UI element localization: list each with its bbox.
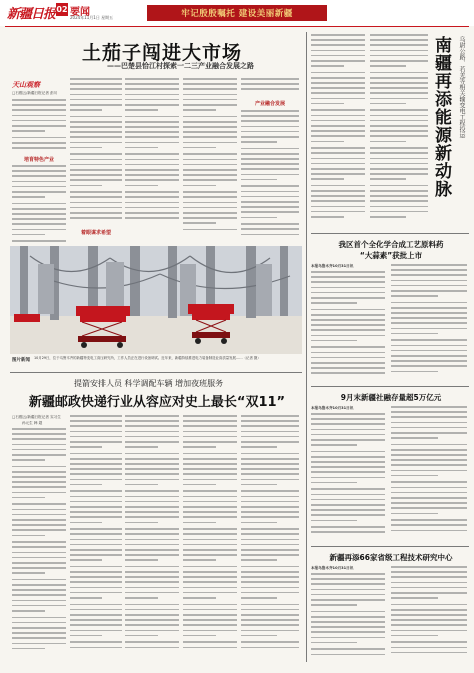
lead-subhead-2: 产业融合发展 (254, 101, 285, 107)
substation-illustration (10, 246, 302, 354)
lead-body-col5b (241, 110, 299, 240)
story2-title-2: “大蒜素”获批上市 (359, 251, 423, 260)
story2-col1 (311, 271, 385, 383)
story2-lead: 本报乌鲁木齐10月31日讯 (311, 264, 354, 268)
divider-story3 (311, 386, 469, 387)
bottom-byline: □石榴云/新疆日报记者 实习生 (12, 415, 61, 419)
bottom-kicker: 提箭安排人员 科学调配车辆 增加夜班服务 (74, 379, 224, 388)
page-number: 02 (56, 5, 68, 14)
divider-story2 (311, 233, 469, 234)
right-top-col1 (311, 34, 365, 230)
bottom-col1 (12, 428, 66, 664)
lead-body-col5 (241, 78, 299, 96)
masthead (0, 0, 474, 26)
right-top-vertical-subtitle: 乌尉公路、若羌等相关输变电工程投运 (458, 36, 465, 138)
divider-bottom (10, 372, 302, 373)
lead-byline: □石榴云/新疆日报记者 彭川 (12, 91, 58, 95)
column-logo: 天山观察 (12, 81, 40, 89)
lead-body-col3 (125, 78, 179, 226)
story3-col2 (391, 406, 467, 543)
banner-text: 牢记殷殷嘱托 建设美丽新疆 (181, 9, 293, 19)
story4-col2 (391, 566, 467, 665)
bottom-title: 新疆邮政快递行业从容应对史上最长“双11” (28, 395, 286, 410)
lead-body-col2 (70, 78, 122, 226)
masthead-banner (147, 5, 327, 21)
lead-body-col4 (183, 78, 237, 240)
bottom-col3 (125, 415, 179, 664)
photo-caption: 10月29日，位于乌鲁木齐的新疆特变电工高压研究所，工作人员正在进行设备调试。近年来，新疆持续推进电力装备制造业高质量发展……（记者 摄） (34, 356, 261, 360)
photo-label: 图片新闻 (12, 358, 30, 363)
masthead-rule (5, 26, 469, 27)
bottom-byline-2: 孙元生 韩 超 (22, 421, 43, 425)
lead-body-col1b (12, 165, 66, 245)
section-name: 要闻 (70, 7, 90, 18)
lead-subtitle: ——巴楚县恰江村探索一二三产业融合发展之路 (107, 62, 254, 70)
story2-col2 (391, 264, 467, 382)
column-divider (306, 32, 307, 662)
story4-title: 新疆再添66家省级工程技术研究中心 (329, 553, 453, 562)
story3-col1 (311, 413, 385, 543)
story4-col1 (311, 573, 385, 665)
lead-subhead-1: 培育特色产业 (23, 157, 54, 163)
lead-subhead-3: 着眼谋求希望 (80, 230, 111, 236)
bottom-col4 (183, 415, 237, 664)
news-photo (10, 246, 302, 354)
masthead-logo: 新疆日报 (7, 7, 56, 22)
lead-body-col1 (12, 99, 66, 153)
right-top-vertical-title: 南疆再添能源新动脉 (431, 36, 451, 198)
right-top-col2 (370, 34, 428, 230)
story3-lead: 本报乌鲁木齐10月31日讯 (311, 406, 354, 410)
story4-lead: 本报乌鲁木齐10月31日讯 (311, 566, 354, 570)
lead-title: 土茄子闯进大市场 (82, 42, 243, 64)
divider-story4 (311, 546, 469, 547)
story3-title: 9月末新疆社融存量超5万亿元 (340, 393, 442, 402)
issue-date: 2024年11月1日 星期五 (70, 15, 114, 20)
bottom-col5 (241, 415, 299, 664)
story2-title-1: 我区首个全化学合成工艺原料药 (338, 240, 444, 249)
bottom-col2 (70, 415, 122, 664)
